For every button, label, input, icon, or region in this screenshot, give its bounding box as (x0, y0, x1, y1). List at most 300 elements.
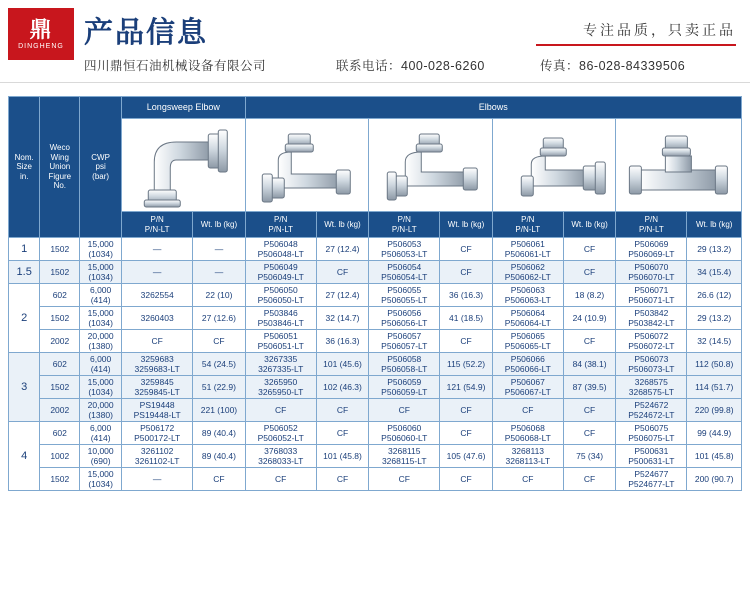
cell-line: P506062 (510, 262, 545, 273)
cell-line: P506069-LT (628, 249, 675, 260)
cell-line: CF (522, 405, 534, 416)
cell-weight (440, 422, 492, 445)
table-row (9, 330, 742, 353)
cell-line: 112 (50.8) (695, 359, 734, 370)
cell-figure-no: 1502 (40, 238, 80, 261)
cell-line: P506064 (510, 308, 545, 319)
cell-line: P506051 (263, 331, 298, 342)
cell-weight (563, 445, 615, 468)
cell-part-number (616, 330, 687, 353)
cell-line: 101 (45.8) (323, 451, 362, 462)
cell-line: P506068-LT (504, 433, 551, 444)
cell-figure-no: 1502 (40, 261, 80, 284)
cell-part-number (616, 422, 687, 445)
cell-line: 84 (38.1) (572, 359, 607, 370)
cell-line: 3267335 (264, 354, 298, 365)
longsweep-elbow-drawing (123, 120, 244, 210)
cell-part-number (616, 307, 687, 330)
cell-line: P503846 (263, 308, 298, 319)
cell-weight (440, 238, 492, 261)
table-row (9, 307, 742, 330)
cell-weight (563, 238, 615, 261)
cell-line: 20,000 (87, 400, 114, 411)
cell-part-number (492, 468, 563, 491)
contact-telephone: 联系电话：400-028-6260 (336, 59, 485, 73)
table-row (9, 468, 742, 491)
cell-line: CF (213, 474, 225, 485)
cell-line: P506054 (387, 262, 422, 273)
subheader-line: P/N (644, 215, 659, 225)
table-row (9, 353, 742, 376)
cell-weight (440, 307, 492, 330)
cell-line: P506061 (510, 239, 545, 249)
cell-part-number (369, 376, 440, 399)
cell-line: P506072 (634, 331, 669, 342)
specification-table (8, 96, 742, 491)
cell-weight (440, 261, 492, 284)
cell-nominal-size: 1 (9, 238, 40, 261)
cell-line: P506056-LT (381, 318, 428, 329)
drawing-longsweep-elbow (122, 119, 246, 212)
cell-part-number (122, 330, 193, 353)
cell-part-number (122, 445, 193, 468)
cell-line: CF (583, 336, 596, 347)
cell-line: P506066 (510, 354, 545, 365)
cell-line: P506048 (263, 239, 298, 249)
cell-line: P503842 (634, 308, 669, 319)
cell-line: P506056 (387, 308, 422, 319)
cell-part-number (369, 422, 440, 445)
cell-line: 15,000 (87, 262, 114, 273)
subheader-line: P/N (274, 215, 288, 225)
cell-line: P506067-LT (504, 387, 551, 398)
header-line: Figure (48, 171, 72, 181)
cell-line: 6,000 (89, 423, 112, 434)
cell-line: — (152, 244, 162, 254)
cell-cwp (80, 468, 122, 491)
cell-part-number (245, 261, 316, 284)
subheader-pn-5 (616, 212, 687, 238)
cell-line: (1034) (88, 387, 113, 398)
cell-line: P500172-LT (134, 433, 181, 444)
cell-weight (687, 307, 742, 330)
cell-part-number (122, 376, 193, 399)
cell-line: P506052-LT (257, 433, 304, 444)
cell-line: 75 (34) (576, 451, 604, 462)
cell-line: 3268115-LT (381, 456, 427, 467)
cell-line: P506065-LT (504, 341, 551, 352)
cell-part-number (245, 445, 316, 468)
cell-line: — (214, 244, 224, 254)
elbow-drawing-3 (494, 120, 615, 210)
cell-line: 10,000 (87, 446, 114, 457)
cell-line: 114 (51.7) (695, 382, 734, 393)
cell-part-number (245, 422, 316, 445)
cell-weight (563, 376, 615, 399)
cell-part-number (369, 238, 440, 261)
cell-line: P506073-LT (628, 364, 675, 375)
specification-table-body (9, 238, 742, 491)
drawing-elbow-type-2 (369, 119, 493, 212)
cell-line: P506049 (263, 262, 298, 273)
cell-part-number (616, 284, 687, 307)
cell-weight (687, 284, 742, 307)
cell-weight (563, 468, 615, 491)
cell-line: P506075-LT (628, 433, 675, 444)
cell-line: 3768033 (264, 446, 298, 457)
cell-line: 87 (39.5) (572, 382, 607, 393)
cell-part-number (122, 284, 193, 307)
cell-part-number (245, 330, 316, 353)
cell-weight (563, 399, 615, 422)
cell-line: P524672-LT (628, 410, 675, 421)
cell-line: P506072-LT (628, 341, 675, 352)
cell-line: (1380) (88, 341, 113, 352)
cell-line: P506048-LT (257, 249, 304, 260)
cell-line: (690) (90, 456, 111, 467)
cell-part-number (122, 353, 193, 376)
cell-line: P503842-LT (628, 318, 675, 329)
cell-part-number (369, 330, 440, 353)
cell-line: 29 (13.2) (697, 244, 732, 254)
cell-line: 3265950 (264, 377, 298, 388)
subheader-wt-2: Wt. lb (kg) (316, 212, 368, 238)
cell-weight (440, 468, 492, 491)
cell-line: PS19448 (139, 400, 175, 411)
cell-line: P506057-LT (381, 341, 428, 352)
cell-line: CF (336, 405, 349, 416)
cell-nominal-size: 2 (9, 284, 40, 353)
cell-line: 27 (12.4) (325, 244, 360, 254)
cell-weight (563, 261, 615, 284)
cell-line: 36 (16.3) (325, 336, 360, 347)
cell-figure-no: 1502 (40, 307, 80, 330)
cell-part-number (492, 261, 563, 284)
header-line: in. (19, 171, 29, 181)
cell-part-number (492, 238, 563, 261)
cell-cwp (80, 330, 122, 353)
cell-line: 102 (46.3) (323, 382, 362, 393)
cell-line: P506062-LT (504, 272, 551, 283)
cell-line: P506054-LT (381, 272, 428, 283)
cell-figure-no: 1502 (40, 376, 80, 399)
table-row (9, 284, 742, 307)
cell-weight (193, 468, 245, 491)
cell-part-number (616, 445, 687, 468)
cell-line: 3265950-LT (258, 387, 304, 398)
subheader-wt-4: Wt. lb (kg) (563, 212, 615, 238)
cell-line: 15,000 (87, 308, 114, 319)
cell-line: 3267335-LT (258, 364, 304, 375)
elbow-drawing-2 (370, 120, 491, 210)
cell-line: P506061-LT (504, 249, 551, 260)
cell-line: P506050-LT (257, 295, 304, 306)
cell-line: P506070 (634, 262, 669, 273)
header-weco-figure-no (40, 97, 80, 238)
subheader-line: P/N-LT (515, 224, 541, 234)
group-header-elbows: Elbows (245, 97, 741, 119)
cell-cwp (80, 238, 122, 261)
cell-weight (193, 284, 245, 307)
cell-weight (316, 422, 368, 445)
cell-line: 3268575-LT (628, 387, 674, 398)
cell-line: CF (583, 474, 596, 485)
cell-part-number (369, 445, 440, 468)
cell-part-number (245, 399, 316, 422)
cell-weight (687, 468, 742, 491)
cell-weight (316, 399, 368, 422)
drawing-tee (616, 119, 742, 212)
cell-part-number (122, 422, 193, 445)
cell-part-number (245, 376, 316, 399)
cell-line: P506052 (263, 423, 298, 434)
cell-weight (563, 353, 615, 376)
cell-line: 41 (18.5) (449, 313, 484, 324)
cell-weight (316, 468, 368, 491)
tee-drawing (617, 120, 740, 210)
cell-line: P506065 (510, 331, 545, 342)
cell-weight (687, 261, 742, 284)
cell-line: CF (460, 267, 472, 278)
cell-line: P506049-LT (257, 272, 304, 283)
cell-line: CF (460, 336, 472, 347)
cell-line: 3268575 (634, 377, 668, 388)
subheader-pn-1 (122, 212, 193, 238)
subheader-line: P/N-LT (144, 224, 170, 234)
cell-line: P506066-LT (504, 364, 551, 375)
cell-line: (1034) (88, 249, 113, 260)
cell-nominal-size: 4 (9, 422, 40, 491)
cell-figure-no: 2002 (40, 330, 80, 353)
cell-weight (316, 284, 368, 307)
cell-line: P506172 (140, 423, 175, 434)
cell-weight (687, 238, 742, 261)
logo-mark: 鼎 (29, 16, 53, 42)
cell-line: 115 (52.2) (446, 359, 486, 370)
cell-line: (1034) (88, 479, 113, 490)
header-line: Weco (49, 143, 70, 153)
cell-weight (687, 399, 742, 422)
cell-part-number (616, 353, 687, 376)
cell-weight (563, 284, 615, 307)
cell-part-number (492, 284, 563, 307)
cell-line: 36 (16.3) (449, 290, 484, 301)
slogan-text: 专注品质，只卖正品 (583, 22, 736, 38)
cell-line: CF (460, 244, 472, 254)
subheader-line: P/N (397, 215, 411, 225)
cell-weight (440, 445, 492, 468)
cell-line: 220 (99.8) (694, 405, 734, 416)
cell-line: CF (275, 405, 287, 416)
cell-line: 26.6 (12) (697, 290, 732, 301)
cell-part-number (369, 307, 440, 330)
cell-part-number (616, 468, 687, 491)
cell-weight (440, 376, 492, 399)
cell-line: P524677-LT (628, 479, 675, 490)
header-line: Union (49, 162, 71, 172)
cell-part-number (492, 307, 563, 330)
cell-line: P524677 (634, 469, 669, 480)
cell-line: 51 (22.9) (201, 382, 236, 393)
cell-weight (687, 445, 742, 468)
cell-part-number (369, 284, 440, 307)
cell-weight (193, 376, 245, 399)
cell-cwp (80, 376, 122, 399)
header-line: Wing (50, 152, 69, 162)
cell-line: CF (398, 405, 410, 416)
cell-line: P506053 (387, 239, 422, 249)
elbow-drawing-1 (247, 120, 368, 210)
cell-weight (440, 284, 492, 307)
header-cwp (80, 97, 122, 238)
cell-weight (193, 238, 245, 261)
cell-cwp (80, 445, 122, 468)
cell-line: 3268115 (388, 446, 421, 457)
cell-line: P524672 (634, 400, 669, 411)
table-row (9, 422, 742, 445)
cell-line: P506069 (634, 239, 669, 249)
header-line: Nom. (14, 152, 34, 162)
cell-weight (316, 330, 368, 353)
drawing-elbow-type-3 (492, 119, 616, 212)
cell-line: P506058 (387, 354, 422, 365)
cell-figure-no: 602 (40, 422, 80, 445)
cell-line: 3261102-LT (134, 456, 180, 467)
cell-weight (316, 307, 368, 330)
cell-line: — (214, 267, 224, 278)
cell-figure-no: 602 (40, 353, 80, 376)
cell-line: P503846-LT (257, 318, 304, 329)
cell-line: P506051-LT (257, 341, 304, 352)
page-header (0, 0, 750, 92)
cell-line: — (152, 267, 162, 278)
cell-line: 22 (10) (205, 290, 233, 301)
cell-weight (440, 399, 492, 422)
cell-line: (1034) (88, 272, 113, 283)
cell-cwp (80, 353, 122, 376)
contact-fax: 传真：86-028-84339506 (540, 59, 686, 73)
cell-line: (414) (90, 295, 111, 306)
cell-weight (193, 261, 245, 284)
cell-line: P506073 (634, 354, 669, 365)
cell-line: 3260403 (140, 313, 174, 324)
cell-line: P506071-LT (628, 295, 675, 306)
page-title: 产品信息 (84, 17, 209, 49)
subheader-line: P/N (521, 215, 535, 225)
header-line: (bar) (92, 171, 110, 181)
cell-line: P506055-LT (381, 295, 428, 306)
table-row (9, 445, 742, 468)
subheader-pn-4 (492, 212, 563, 238)
cell-line: PS19448-LT (133, 410, 181, 421)
cell-line: 89 (40.4) (201, 428, 236, 439)
cell-line: CF (398, 474, 410, 485)
cell-part-number (122, 468, 193, 491)
cell-line: 6,000 (89, 285, 112, 296)
cell-line: 99 (44.9) (697, 428, 732, 439)
cell-line: CF (522, 474, 534, 485)
cell-line: 18 (8.2) (574, 290, 605, 301)
cell-line: 24 (10.9) (572, 313, 607, 324)
cell-line: P506050 (263, 285, 298, 296)
cell-line: 15,000 (87, 377, 114, 388)
cell-part-number (245, 284, 316, 307)
cell-weight (316, 261, 368, 284)
cell-part-number (122, 399, 193, 422)
cell-line: 101 (45.8) (694, 451, 734, 462)
cell-line: CF (336, 474, 349, 485)
cell-line: 3268113-LT (505, 456, 551, 467)
cell-part-number (245, 468, 316, 491)
cell-line: CF (336, 267, 349, 278)
subheader-line: P/N-LT (638, 224, 664, 234)
cell-part-number (492, 399, 563, 422)
cell-line: CF (213, 336, 225, 347)
cell-line: P506053-LT (381, 249, 428, 260)
cell-line: (414) (90, 364, 111, 375)
cell-part-number (369, 399, 440, 422)
cell-weight (193, 422, 245, 445)
cell-line: 15,000 (87, 239, 114, 249)
cell-nominal-size: 3 (9, 353, 40, 422)
cell-part-number (122, 307, 193, 330)
cell-weight (563, 307, 615, 330)
cell-line: 221 (100) (200, 405, 238, 416)
table-row (9, 376, 742, 399)
cell-weight (440, 353, 492, 376)
cell-cwp (80, 399, 122, 422)
cell-weight (316, 238, 368, 261)
table-row (9, 261, 742, 284)
cell-figure-no: 2002 (40, 399, 80, 422)
cell-weight (563, 330, 615, 353)
group-header-longsweep-elbow: Longsweep Elbow (122, 97, 246, 119)
subheader-line: P/N (150, 215, 164, 225)
logo-wordmark: DINGHENG (18, 42, 64, 50)
cell-figure-no: 1002 (40, 445, 80, 468)
cell-line: P506075 (634, 423, 669, 434)
cell-line: P506063 (510, 285, 545, 296)
cell-line: 121 (54.9) (446, 382, 486, 393)
cell-line: 29 (13.2) (697, 313, 732, 324)
cell-weight (687, 422, 742, 445)
cell-line: CF (275, 474, 287, 485)
cell-part-number (492, 330, 563, 353)
cell-line: CF (583, 405, 596, 416)
cell-part-number (492, 376, 563, 399)
cell-weight (193, 330, 245, 353)
slogan-underline (536, 44, 736, 46)
cell-line: P506055 (387, 285, 422, 296)
cell-line: 54 (24.5) (201, 359, 236, 370)
cell-line: 200 (90.7) (694, 474, 734, 485)
table-row (9, 238, 742, 261)
cell-weight (193, 445, 245, 468)
cell-line: CF (583, 244, 596, 254)
cell-part-number (245, 307, 316, 330)
cell-line: P506060 (387, 423, 422, 434)
cell-line: 3259683 (140, 354, 174, 365)
cell-cwp (80, 307, 122, 330)
cell-part-number (369, 261, 440, 284)
cell-line: — (152, 474, 162, 485)
cell-weight (687, 353, 742, 376)
cell-weight (687, 376, 742, 399)
cell-weight (687, 330, 742, 353)
cell-part-number (245, 238, 316, 261)
cell-line: 3268033-LT (258, 456, 304, 467)
cell-line: CF (460, 474, 472, 485)
